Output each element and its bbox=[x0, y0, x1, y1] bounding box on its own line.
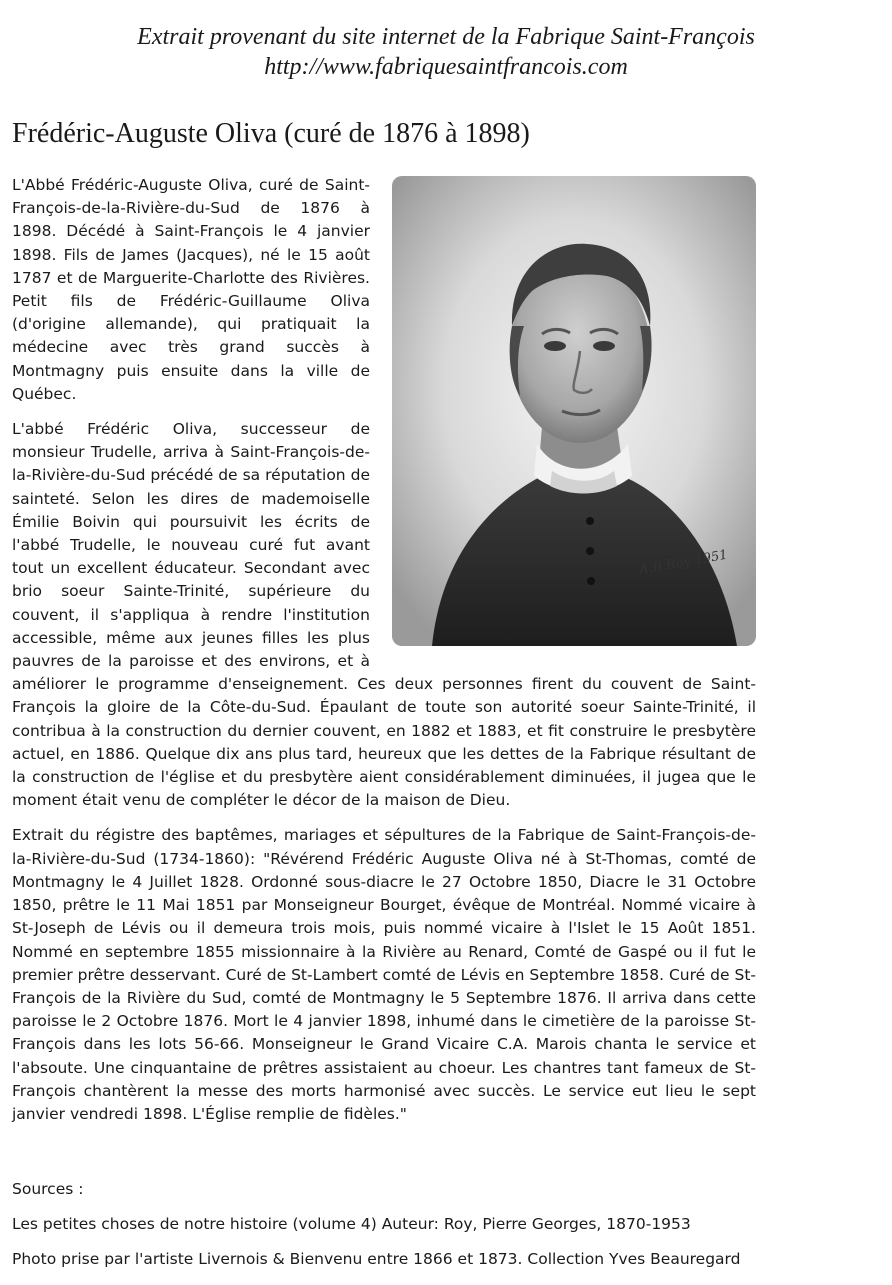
photo-signature: A.B.Roy 1951 bbox=[638, 547, 729, 578]
header-source-line: Extrait provenant du site internet de la Fabrique Saint-François bbox=[137, 24, 755, 50]
header-url[interactable]: http://www.fabriquesaintfrancois.com bbox=[264, 54, 628, 80]
portrait-photo bbox=[392, 176, 756, 646]
source-item-book: Les petites choses de notre histoire (volume 4) Auteur: Roy, Pierre Georges, 1870-1953 bbox=[12, 1215, 691, 1233]
sources-section bbox=[12, 1178, 882, 1283]
page-title: Frédéric-Auguste Oliva (curé de 1876 à 1898) bbox=[12, 118, 530, 149]
paragraph-biography: L'Abbé Frédéric-Auguste Oliva, curé de Saint-François-de-la-Rivière-du-Sud de 1876 à 1898. Décédé à Saint-François le 4 janvier 1898. Fils de James (Jacques), né le 15 août 1787 et de Marguerite-Charlotte des Rivières. Petit fils de Frédéric-Guillaume Oliva (d'origine allemande), qui pratiquait la médecine avec très grand succès à Montmagny puis ensuite dans la ville de Québec. bbox=[12, 176, 370, 403]
paragraph-career: L'abbé Frédéric Oliva, successeur de monsieur Trudelle, arriva à Saint-François-de-la-Rivière-du-Sud précédé de sa réputation de sainteté. Selon les dires de mademoiselle Émilie Boivin qui poursuivit les écrits de l'abbé Trudelle, le nouveau curé fut avant tout un excellent éducateur. Secondant avec brio soeur Sainte-Trinité, supérieure du couvent, il s'appliqua à rendre l'institution accessible, même aux jeunes filles les plus pauvres de la paroisse et des environs, et à améliorer le programme d'enseignement. Ces deux personnes firent du couvent de Saint-François la gloire de la Côte-du-Sud. Épaulant de toute son autorité soeur Sainte-Trinité, il contribua à la construction du dernier couvent, en 1882 et 1883, et fit construire le presbytère actuel, en 1886. Quelque dix ans plus tard, heureux que les dettes de la Fabrique résultant de la construction de l'église et du presbytère aient considérablement diminuées, il jugea que le moment était venu de compléter le décor de la maison de Dieu. bbox=[12, 420, 756, 810]
sources-heading: Sources : bbox=[12, 1180, 84, 1198]
paragraph-register-extract: Extrait du régistre des baptêmes, mariages et sépultures de la Fabrique de Saint-François-de-la-Rivière-du-Sud (1734-1860): "Révérend Frédéric Auguste Oliva né à St-Thomas, comté de Montmagny le 4 Juillet 1828. Ordonné sous-diacre le 27 Octobre 1850, Diacre le 31 Octobre 1850, prêtre le 11 Mai 1851 par Monseigneur Bourget, évêque de Montréal. Nommé vicaire à St-Joseph de Lévis ou il demeura trois mois, puis nommé vicaire à l'Islet le 15 Août 1851. Nommé en septembre 1855 missionnaire à la Rivière au Renard, Comté de Gaspé ou il fut le premier prêtre desservant. Curé de St-Lambert comté de Lévis en Septembre 1858. Curé de St-François de la Rivière du Sud, comté de Montmagny le 5 Septembre 1876. Il arriva dans cette paroisse le 2 Octobre 1876. Mort le 4 janvier 1898, inhumé dans le cimetière de la paroisse St-François dans les lots 56-66. Monseigneur le Grand Vicaire C.A. Marois chanta le service et l'absoute. Une cinquantaine de prêtres assistaient au choeur. Les chantres tant fameux de St-François chantèrent la messe des morts harmonisé avec succès. Le service eut lieu le sept janvier vendredi 1898. L'Église remplie de fidèles." bbox=[12, 826, 756, 1123]
source-item-photo: Photo prise par l'artiste Livernois & Bienvenu entre 1866 et 1873. Collection Yves Beauregard bbox=[12, 1250, 741, 1268]
site-header bbox=[0, 22, 892, 82]
article-body bbox=[12, 174, 756, 1138]
